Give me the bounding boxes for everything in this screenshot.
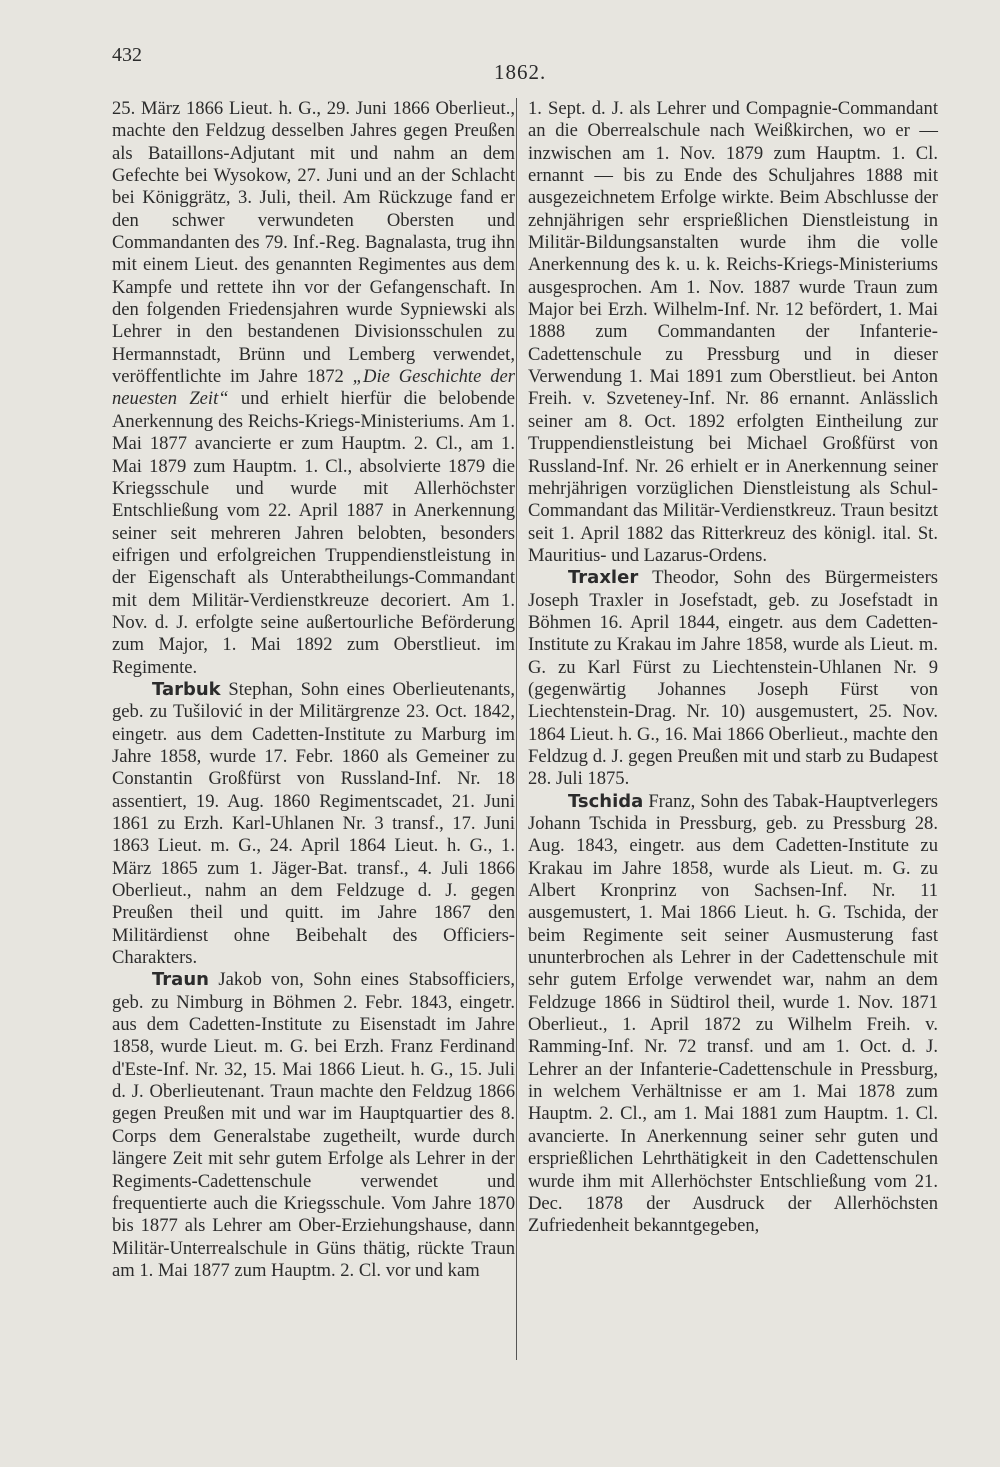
tarbuk-entry (112, 679, 515, 969)
page-year-heading: 1862. (494, 60, 547, 84)
book-title: „Die Geschichte der neuesten Zeit“ (112, 366, 516, 410)
entry-text: Franz, Sohn des Tabak-Hauptverlegers Johann Tschida in Pressburg, geb. zu Pressburg 28. Aug. 1843, eingetr. aus dem Cadetten-Institute zu Krakau im Jahre 1858, wurde als Lieut. m. G. zu Albert Kronprinz von Sachsen-Inf. Nr. 11 ausgemustert, 1. Mai 1866 Lieut. h. G. Tschida, der beim Regimente seit seiner Ausmusterung fast ununterbrochen als Lehrer in der Cadettenschule mit sehr gutem Erfolge verwendet war, nahm an dem Feldzuge 1866 in Südtirol theil, wurde 1. Nov. 1871 Oberlieut., 1. April 1872 zu Wilhelm Freih. v. Ramming-Inf. Nr. 72 transf. und am 1. Oct. d. J. Lehrer an der Infanterie-Cadettenschule in Pressburg, in welchem Verhältnisse er am 1. Mai 1878 zum Hauptm. 2. Cl., am 1. Mai 1881 zum Hauptm. 1. Cl. avancierte. In Anerkennung seiner sehr guten und ersprießlichen Lehrthätigkeit in den Cadettenschulen wurde ihm mit Allerhöchster Entschließung vom 21. Dec. 1878 der Ausdruck der Allerhöchsten Zufriedenheit bekanntgegeben, (528, 790, 938, 1237)
entry-text: Stephan, Sohn eines Oberlieutenants, geb. zu Tušilović in der Militärgrenze 23. Oct. 1842, eingetr. aus dem Cadetten-Institute zu Marburg im Jahre 1858, wurde 17. Febr. 1860 als Gemeiner zu Constantin Großfürst von Russland-Inf. Nr. 18 assentiert, 19. Aug. 1860 Regimentscadet, 21. Juni 1861 zu Erzh. Karl-Uhlanen Nr. 3 transf., 17. Juni 1863 Lieut. m. G., 24. April 1864 Lieut. h. G., 1. März 1865 zum 1. Jäger-Bat. transf., 4. Juli 1866 Oberlieut., nahm an dem Feldzuge d. J. gegen Preußen theil und quitt. im Jahre 1867 den Militärdienst ohne Beibehalt des Officiers-Charakters. (112, 678, 515, 969)
traun-entry-continued: 1. Sept. d. J. als Lehrer und Compagnie-Commandant an die Oberrealschule nach Weißkirchen, wo er — inzwischen am 1. Nov. 1879 zum Hauptm. 1. Cl. ernannt — bis zu Ende des Schuljahres 1888 mit ausgezeichnetem Erfolge wirkte. Beim Abschlusse der zehnjährigen sehr ersprießlichen Dienstleistung in Militär-Bildungsanstalten wurde ihm die volle Anerkennung des k. u. k. Reichs-Kriegs-Ministeriums ausgesprochen. Am 1. Nov. 1887 wurde Traun zum Major bei Erzh. Wilhelm-Inf. Nr. 12 befördert, 1. Mai 1888 zum Commandanten der Infanterie-Cadettenschule zu Pressburg und in dieser Verwendung 1. Mai 1891 zum Oberstlieut. bei Anton Freih. v. Szveteney-Inf. Nr. 86 ernannt. Anlässlich seiner am 8. Oct. 1892 erfolgten Eintheilung zur Truppendienstleistung bei Michael Großfürst von Russland-Inf. Nr. 26 erhielt er in Anerkennung seiner mehrjährigen vorzüglichen Dienstleistung als Schul-Commandant das Militär-Verdienstkreuz. Traun besitzt seit 1. April 1882 das Ritterkreuz des königl. ital. St. Mauritius- und Lazarus-Ordens. (528, 98, 938, 566)
entry-surname: Traun (152, 969, 209, 991)
left-column (112, 98, 515, 1282)
entry-text: Theodor, Sohn des Bürgermeisters Joseph Traxler in Josefstadt, geb. zu Josefstadt in Böhmen 16. April 1844, eingetr. aus dem Cadetten-Institute zu Krakau im Jahre 1858, wurde als Lieut. m. G. zu Karl Fürst zu Liechtenstein-Uhlanen Nr. 9 (gegenwärtig Johannes Joseph Fürst von Liechtenstein-Drag. Nr. 10) ausgemustert, 25. Nov. 1864 Lieut. h. G., 16. Mai 1866 Oberlieut., machte den Feldzug d. J. gegen Preußen mit und starb zu Budapest 28. Juli 1875. (528, 567, 939, 790)
entry-surname: Tarbuk (152, 678, 221, 700)
traun-entry (112, 969, 515, 1282)
sypniewski-entry-continued (112, 98, 515, 679)
page-number: 432 (112, 44, 142, 66)
entry-text: Jakob von, Sohn eines Stabsofficiers, geb. zu Nimburg in Böhmen 2. Febr. 1843, eingetr. aus dem Cadetten-Institute zu Eisenstadt im Jahre 1858, wurde Lieut. m. G. bei Erzh. Franz Ferdinand d'Este-Inf. Nr. 32, 15. Mai 1866 Lieut. h. G., 15. Juli d. J. Oberlieutenant. Traun machte den Feldzug 1866 gegen Preußen mit und war im Hauptquartier des 8. Corps dem Generalstabe zugetheilt, wurde durch längere Zeit mit sehr gutem Erfolge als Lehrer in der Regiments-Cadettenschule verwendet und frequentierte auch die Kriegsschule. Vom Jahre 1870 bis 1877 als Lehrer am Ober-Erziehungshause, dann Militär-Unterrealschule in Güns thätig, rückte Traun am 1. Mai 1877 zum Hauptm. 2. Cl. vor und kam (112, 969, 515, 1281)
paragraph-text: 25. März 1866 Lieut. h. G., 29. Juni 1866 Oberlieut., machte den Feldzug desselben Jahres gegen Preußen als Bataillons-Adjutant mit und nahm an dem Gefechte bei Wysokow, 27. Juni und an der Schlacht bei Königgrätz, 3. Juli, theil. Am Rückzuge fand er den schwer verwundeten Obersten und Commandanten des 79. Inf.-Reg. Bagnalasta, trug ihn mit einem Lieut. des genannten Regimentes aus dem Kampfe und rettete ihn vor der Gefangenschaft. In den folgenden Friedensjahren wurde Sypniewski als Lehrer in den bestandenen Divisionsschulen zu Hermannstadt, Brünn und Lemberg verwendet, veröffentlichte im Jahre 1872 (112, 98, 515, 388)
right-column (528, 98, 938, 1238)
traxler-entry (528, 567, 938, 790)
entry-surname: Tschida (568, 790, 644, 812)
column-divider (516, 98, 517, 1360)
tschida-entry (528, 791, 938, 1238)
paragraph-text: und erhielt hierfür die belobende Anerkennung des Reichs-Kriegs-Ministeriums. Am 1. Mai 1877 avancierte er zum Hauptm. 2. Cl., am 1. Mai 1879 zum Hauptm. 1. Cl., absolvierte 1879 die Kriegsschule und wurde mit Allerhöchster Entschließung vom 22. April 1887 in Anerkennung seiner seit mehreren Jahren belobten, besonders eifrigen und erfolgreichen Truppendienstleistung in der Eigenschaft als Unterabtheilungs-Commandant mit dem Militär-Verdienstkreuze decoriert. Am 1. Nov. d. J. erfolgte seine außertourliche Beförderung zum Major, 1. Mai 1892 zum Oberstlieut. im Regimente. (112, 388, 516, 678)
entry-surname: Traxler (568, 567, 639, 589)
